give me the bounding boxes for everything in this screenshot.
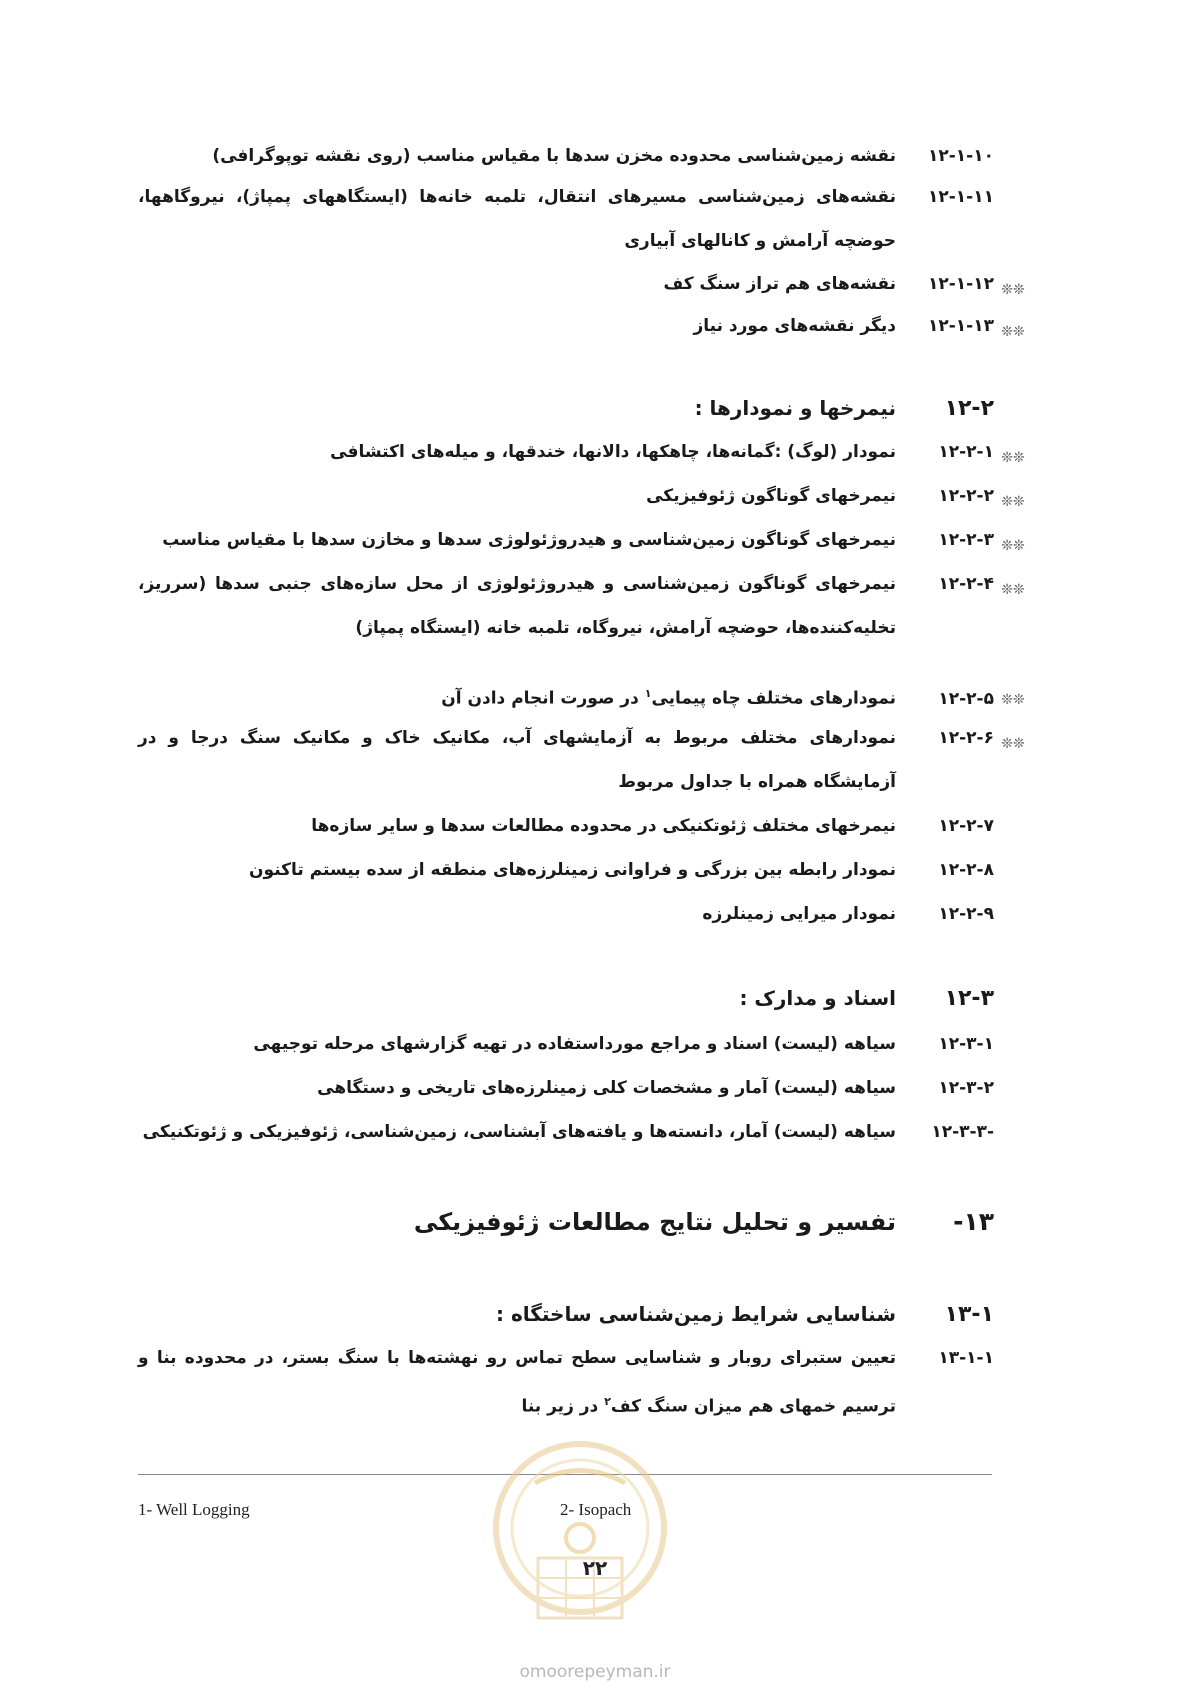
list-item	[138, 1336, 994, 1429]
chapter-title: تفسیر و تحلیل نتایج مطالعات ژئوفیزیکی	[413, 1208, 896, 1236]
item-number: ۱۲-۲-۱	[938, 442, 994, 462]
item-number: ۱۳-۱-۱	[938, 1348, 994, 1368]
list-item	[330, 430, 994, 474]
item-text: نقشه‌های زمین‌شناسی مسیرهای انتقال، تلمبه خانه‌ها (ایستگاههای پمپاژ)، نیروگاهها، حوضچه آرامش و کانالهای آبیاری	[138, 187, 896, 251]
list-item	[162, 518, 994, 562]
item-number: ۱۲-۱-۱۲	[928, 274, 994, 294]
item-text: نقشه زمین‌شناسی محدوده مخزن سدها با مقیاس مناسب (روی نقشه توپوگرافی)	[212, 146, 896, 166]
item-text: نیمرخهای گوناگون زمین‌شناسی و هیدروژئولوژی از محل سازه‌های جنبی سدها (سرریز، تخلیه‌کننده‌ها، حوضچه آرامش، نیروگاه، تلمبه خانه (ایستگاه پمپاژ)	[138, 574, 896, 638]
asterisk-mark: ❊❊	[1001, 324, 1025, 340]
list-item	[249, 848, 994, 892]
section-title: شناسایی شرایط زمین‌شناسی ساختگاه :	[495, 1302, 896, 1326]
item-text: نمودارهای مختلف چاه پیمایی$^۱$ در صورت انجام دادن آن	[441, 687, 896, 709]
item-text: سیاهه (لیست) آمار و مشخصات کلی زمینلرزه‌های تاریخی و دستگاهی	[317, 1078, 896, 1098]
item-number: ۱۲-۲-۴	[938, 574, 994, 594]
chapter-heading	[414, 1200, 994, 1244]
section-heading	[739, 976, 994, 1020]
list-item	[253, 1022, 994, 1066]
item-number: ۱۲-۲-۶	[938, 728, 994, 748]
item-number: ۱۲-۲-۳	[938, 530, 994, 550]
item-text: نیمرخهای گوناگون ژئوفیزیکی	[646, 486, 896, 506]
list-item	[663, 262, 994, 306]
chapter-number: ۱۳-	[953, 1207, 994, 1236]
page-number: ۲۲	[582, 1556, 608, 1580]
item-number: ۱۲-۱-۱۱	[928, 187, 994, 207]
item-number: ۱۲-۳-۲	[938, 1078, 994, 1098]
asterisk-mark: ❊❊	[1001, 494, 1025, 510]
list-item	[317, 1066, 994, 1110]
item-text: سیاهه (لیست) اسناد و مراجع مورداستفاده در تهیه گزارشهای مرحله توجیهی	[253, 1034, 896, 1054]
item-number: ۱۲-۳-۱	[938, 1034, 994, 1054]
asterisk-mark: ❊❊	[1001, 582, 1025, 598]
list-item	[646, 474, 994, 518]
footnote-ref: ۲	[604, 1395, 611, 1408]
item-text: نمودار (لوگ) :گمانه‌ها، چاهکها، دالانها، خندقها، و میله‌های اکتشافی	[330, 442, 896, 462]
item-number: ۱۲-۲-۵	[938, 688, 994, 709]
item-text: دیگر نقشه‌های مورد نیاز	[693, 316, 896, 336]
section-heading	[496, 1292, 994, 1336]
footnote-2: 2- Isopach	[560, 1500, 632, 1519]
item-number: ۱۲-۲-۲	[938, 486, 994, 506]
asterisk-mark: ❊❊	[1001, 538, 1025, 554]
section-title: اسناد و مدارک :	[739, 986, 896, 1010]
item-text: نمودار میرایی زمینلرزه	[702, 904, 896, 924]
item-number: -۱۲-۳-۳	[931, 1122, 994, 1142]
section-heading	[695, 386, 994, 430]
item-number: ۱۲-۱-۱۳	[928, 316, 994, 336]
section-number: ۱۲-۳	[944, 986, 994, 1011]
item-text: تعیین ستبرای روبار و شناسایی سطح تماس رو نهشته‌ها با سنگ بستر، در محدوده بنا و ترسیم خمهای هم میزان سنگ کف$^۲$ در زیر بنا	[138, 1348, 896, 1417]
watermark-logo	[480, 1438, 680, 1648]
watermark-text: omoorepeyman.ir	[519, 1662, 671, 1682]
list-item	[138, 175, 994, 263]
footnote-ref: ۱	[644, 687, 652, 700]
list-item	[138, 562, 994, 650]
section-number: ۱۳-۱	[944, 1302, 994, 1327]
item-number: ۱۲-۲-۸	[938, 860, 994, 880]
footnote-1: 1- Well Logging	[138, 1500, 250, 1519]
item-text: سیاهه (لیست) آمار، دانسته‌ها و یافته‌های آبشناسی، زمین‌شناسی، ژئوفیزیکی و ژئوتکنیکی	[142, 1122, 896, 1142]
asterisk-mark: ❊❊	[1001, 282, 1025, 298]
section-title: نیمرخها و نمودارها :	[694, 396, 896, 420]
list-item	[311, 804, 994, 848]
item-text: نمودار رابطه بین بزرگی و فراوانی زمینلرزه‌های منطقه از سده بیستم تاکنون	[249, 860, 896, 880]
asterisk-mark: ❊❊	[1001, 692, 1025, 708]
list-item	[143, 1110, 994, 1154]
asterisk-mark: ❊❊	[1001, 736, 1025, 752]
list-item	[212, 134, 994, 178]
asterisk-mark: ❊❊	[1001, 450, 1025, 466]
list-item	[138, 716, 994, 804]
list-item	[694, 304, 995, 348]
list-item	[441, 672, 994, 721]
item-text: نمودارهای مختلف مربوط به آزمایشهای آب، مکانیک خاک و مکانیک سنگ درجا و در آزمایشگاه همراه با جداول مربوط	[138, 728, 896, 792]
item-text: نقشه‌های هم تراز سنگ کف	[663, 274, 896, 294]
item-number: ۱۲-۲-۹	[938, 904, 994, 924]
section-number: ۱۲-۲	[944, 396, 994, 421]
item-number: ۱۲-۱-۱۰	[928, 146, 994, 166]
item-text: نیمرخهای گوناگون زمین‌شناسی و هیدروژئولوژی سدها و مخازن سدها با مقیاس مناسب	[162, 530, 896, 550]
list-item	[702, 892, 994, 936]
item-text: نیمرخهای مختلف ژئوتکنیکی در محدوده مطالعات سدها و سایر سازه‌ها	[311, 816, 896, 836]
item-number: ۱۲-۲-۷	[938, 816, 994, 836]
